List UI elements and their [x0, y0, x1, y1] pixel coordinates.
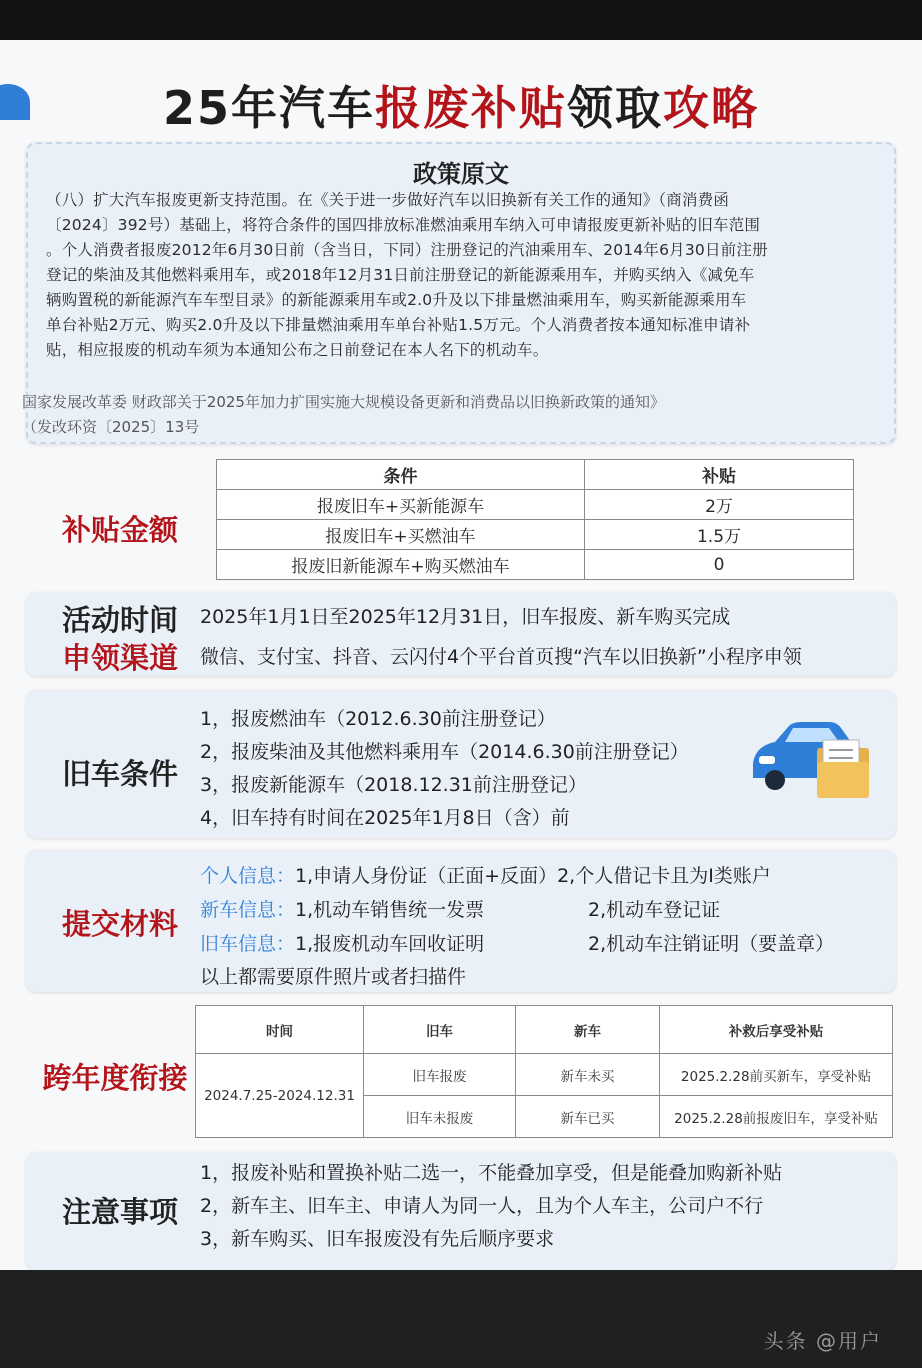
channel-text: 微信、支付宝、抖音、云闪付4个平台首页搜“汽车以旧换新”小程序申领 [200, 646, 802, 668]
source-line: 国家发展改革委 财政部关于2025年加力扩围实施大规模设备更新和消费品以旧换新政策的通知》 [22, 393, 665, 411]
table-row [196, 1054, 893, 1096]
personal-value: 1,申请人身份证（正面+反面）2,个人借记卡且为I类账户 [295, 865, 771, 887]
table-cell: 0 [585, 550, 854, 580]
old-car-value: 1,报废机动车回收证明 [295, 933, 485, 955]
table-row [217, 550, 854, 580]
channel-label: 申领渠道 [61, 641, 178, 675]
table-cell: 报废旧车+买新能源车 [217, 490, 585, 520]
old-car-label: 旧车条件 [61, 757, 178, 791]
table-cell: 新车已买 [516, 1096, 660, 1138]
list-item: 2，新车主、旧车主、申请人为同一人，且为个人车主，公司户不行 [200, 1195, 764, 1217]
policy-line: 辆购置税的新能源汽车车型目录》的新能源乘用车或2.0升及以下排量燃油乘用车，购买新能源乘用车 [46, 291, 747, 309]
policy-line: 单台补贴2万元、购买2.0升及以下排量燃油乘用车单台补贴1.5万元。个人消费者按本通知标准申请补 [46, 316, 751, 334]
materials-new-row [200, 895, 484, 922]
table-header-row [217, 460, 854, 490]
old-car-value-2: 2,机动车注销证明（要盖章） [588, 933, 835, 955]
top-bar [0, 0, 922, 40]
policy-source [22, 390, 842, 440]
list-item: 3，新车购买、旧车报废没有先后顺序要求 [200, 1228, 555, 1250]
list-item: 4，旧车持有时间在2025年1月8日（含）前 [200, 807, 570, 829]
materials-footer: 以上都需要原件照片或者扫描件 [200, 966, 467, 988]
header-cell: 补贴 [585, 460, 854, 490]
policy-line: （八）扩大汽车报废更新支持范围。在《关于进一步做好汽车以旧换新有关工作的通知》（商消费函 [46, 191, 730, 209]
materials-personal-row [200, 861, 771, 888]
table-row [217, 520, 854, 550]
table-cell: 报废旧车+买燃油车 [217, 520, 585, 550]
header-cell: 旧车 [364, 1006, 516, 1054]
notes-label: 注意事项 [61, 1195, 178, 1229]
old-car-key: 旧车信息： [200, 933, 296, 955]
table-cell: 2025.2.28前买新车，享受补贴 [660, 1054, 893, 1096]
new-car-value: 1,机动车销售统一发票 [295, 899, 485, 921]
header-cell: 条件 [217, 460, 585, 490]
table-cell: 1.5万 [585, 520, 854, 550]
policy-line: 贴，相应报废的机动车须为本通知公布之日前登记在本人名下的机动车。 [46, 341, 549, 359]
source-line: （发改环资〔2025〕13号 [22, 418, 200, 436]
header-cell: 新车 [516, 1006, 660, 1054]
activity-time-label: 活动时间 [61, 603, 178, 637]
subsidy-label: 补贴金额 [61, 513, 178, 547]
list-item: 3，报废新能源车（2018.12.31前注册登记） [200, 774, 587, 796]
personal-key: 个人信息： [200, 865, 296, 887]
materials-old-row [200, 929, 484, 956]
page-title: 25年汽车报废补贴领取攻略 [162, 81, 759, 135]
car-document-icon [745, 712, 873, 804]
table-cell: 2025.2.28前报废旧车，享受补贴 [660, 1096, 893, 1138]
list-item: 1，报废燃油车（2012.6.30前注册登记） [200, 708, 556, 730]
table-cell: 新车未买 [516, 1054, 660, 1096]
policy-line: 登记的柴油及其他燃料乘用车，或2018年12月31日前注册登记的新能源乘用车，并购买纳入《减免车 [46, 266, 755, 284]
table-cell: 旧车未报废 [364, 1096, 516, 1138]
policy-body [46, 188, 882, 363]
header-cell: 时间 [196, 1006, 364, 1054]
header-cell: 补救后享受补贴 [660, 1006, 893, 1054]
policy-line: 〔2024〕392号）基础上，将符合条件的国四排放标准燃油乘用车纳入可申请报废更新补贴的旧车范围 [46, 216, 761, 234]
subsidy-table [216, 459, 854, 580]
table-row [217, 490, 854, 520]
transition-label: 跨年度衔接 [42, 1061, 188, 1095]
transition-table [195, 1005, 893, 1138]
new-car-value-2: 2,机动车登记证 [588, 899, 721, 921]
policy-line: 。个人消费者报废2012年6月30日前（含当日，下同）注册登记的汽油乘用车、2014年6月30日前注册 [46, 241, 768, 259]
table-cell: 旧车报废 [364, 1054, 516, 1096]
table-cell: 2万 [585, 490, 854, 520]
list-item: 1，报废补贴和置换补贴二选一，不能叠加享受，但是能叠加购新补贴 [200, 1162, 783, 1184]
table-header-row [196, 1006, 893, 1054]
watermark: 头条 @用户 [763, 1329, 882, 1353]
activity-time-text: 2025年1月1日至2025年12月31日，旧车报废、新车购买完成 [200, 606, 731, 628]
materials-label: 提交材料 [61, 907, 178, 941]
list-item: 2，报废柴油及其他燃料乘用车（2014.6.30前注册登记） [200, 741, 689, 763]
new-car-key: 新车信息： [200, 899, 296, 921]
table-cell: 2024.7.25-2024.12.31 [196, 1054, 364, 1138]
policy-heading: 政策原文 [413, 160, 509, 188]
table-cell: 报废旧新能源车+购买燃油车 [217, 550, 585, 580]
